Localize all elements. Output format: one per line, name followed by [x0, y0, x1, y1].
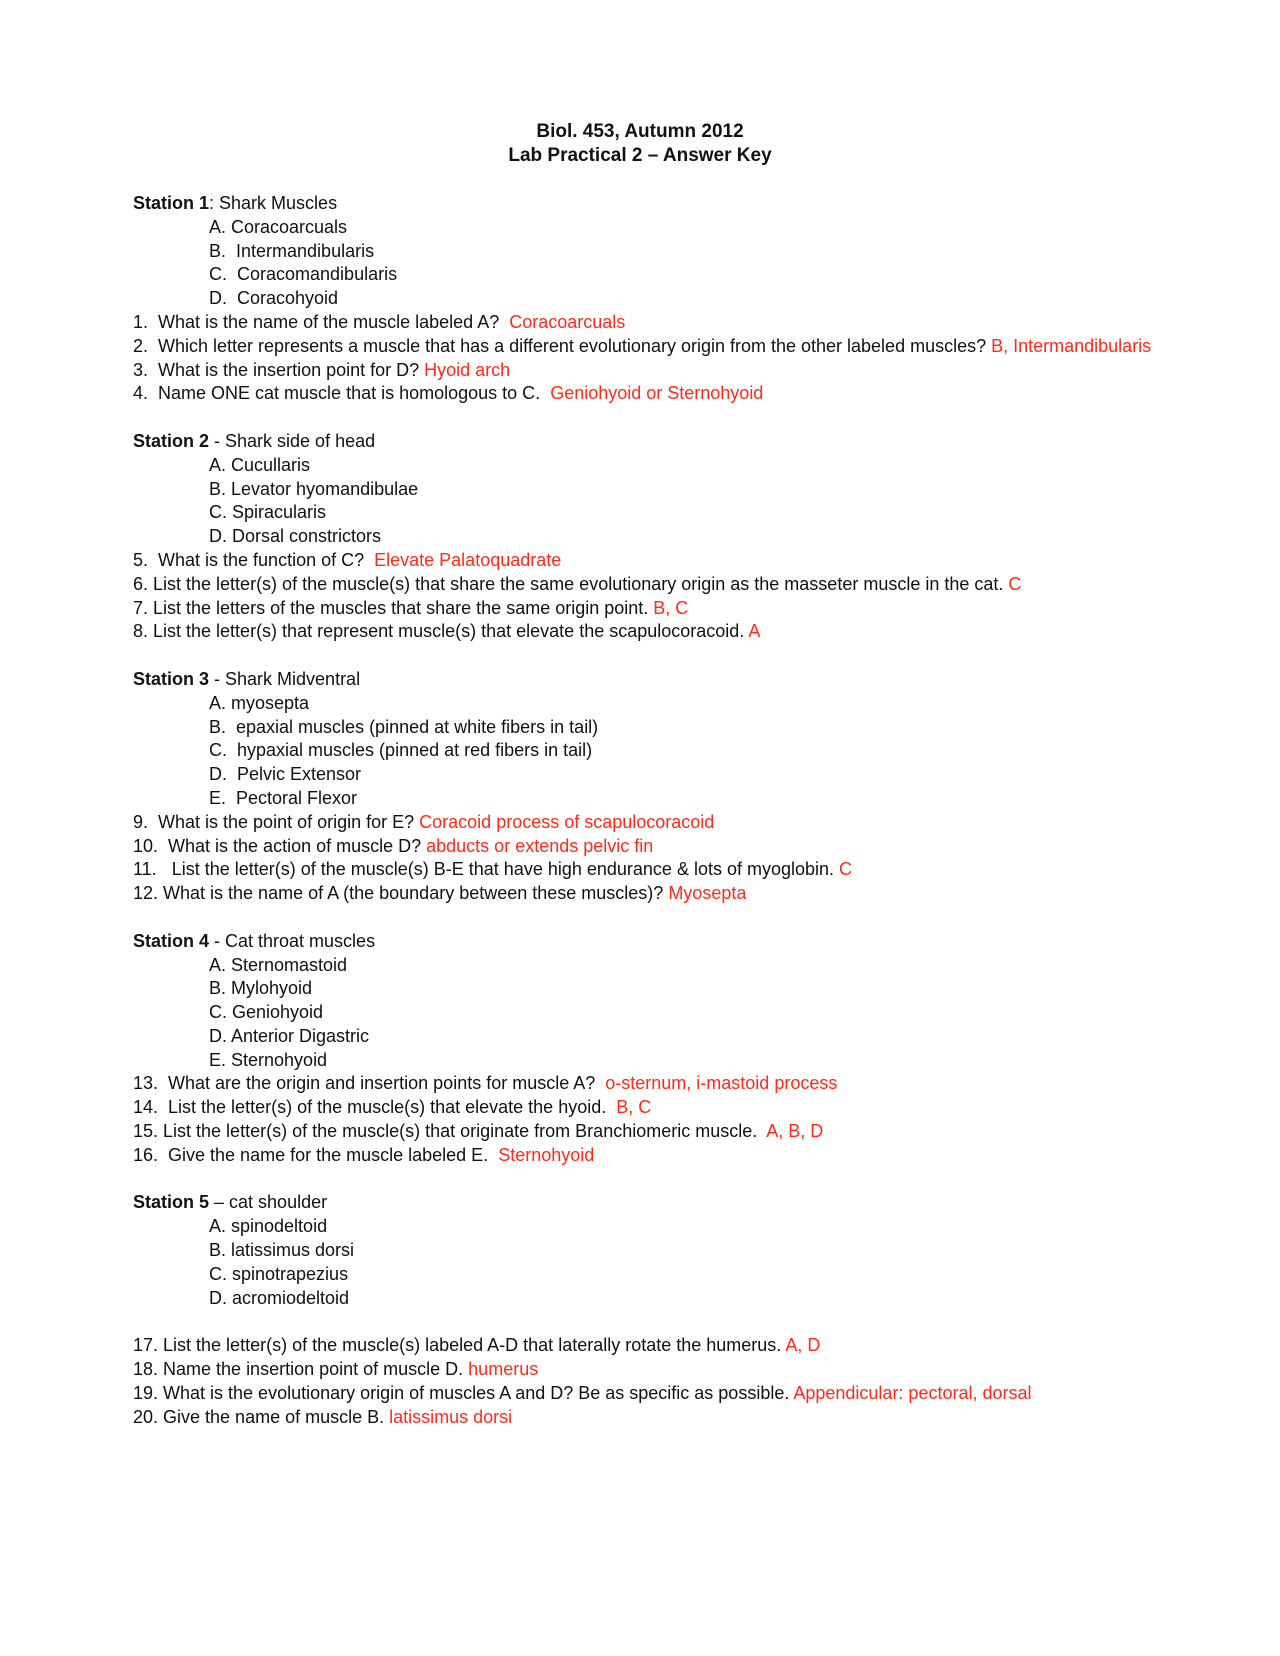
station-name: Cat throat muscles [225, 930, 376, 951]
question-text: 20. Give the name of muscle B. [133, 1406, 390, 1427]
question-text: 18. Name the insertion point of muscle D. [133, 1359, 469, 1380]
answer-text: latissimus dorsi [389, 1406, 513, 1427]
question-line [133, 1120, 1253, 1144]
station-heading [133, 430, 1253, 454]
answer-text: C [1008, 573, 1022, 594]
question-text: 10. What is the action of muscle D? [133, 835, 427, 856]
labeled-structure-item: C. spinotrapezius [209, 1263, 349, 1284]
question-line [133, 549, 1253, 573]
question-text: 13. What are the origin and insertion points for muscle A? [133, 1073, 606, 1094]
question-text: 12. What is the name of A (the boundary between these muscles)? [133, 883, 669, 904]
labeled-structure-item: C. Spiracularis [209, 502, 327, 523]
labeled-structure-item: D. Coracohyoid [209, 288, 339, 309]
question-text: 9. What is the point of origin for E? [133, 811, 420, 832]
question-line [133, 1144, 1253, 1168]
labeled-structure-item: C. Geniohyoid [209, 1002, 324, 1023]
answer-text: Coracoarcuals [509, 311, 626, 332]
labeled-structure-item: B. epaxial muscles (pinned at white fibers in tail) [209, 716, 599, 737]
labeled-structure-item: A. myosepta [209, 692, 310, 713]
question-line [133, 811, 1253, 835]
station-name: cat shoulder [229, 1192, 328, 1213]
station-section [133, 192, 1253, 406]
labeled-structure-item: B. Mylohyoid [209, 978, 313, 999]
answer-text: o-sternum, i-mastoid process [605, 1073, 838, 1094]
labeled-structure-item: D. acromiodeltoid [209, 1287, 350, 1308]
answer-text: C [839, 859, 853, 880]
station-heading [133, 192, 1253, 216]
question-line [133, 858, 1253, 882]
answer-text: humerus [468, 1359, 539, 1380]
labeled-structure-item: A. Coracoarcuals [209, 216, 348, 237]
labeled-structure-item: A. Cucullaris [209, 454, 311, 475]
document-header [0, 120, 1280, 168]
labeled-structure-item: D. Dorsal constrictors [209, 526, 382, 547]
station-heading [133, 930, 1253, 954]
question-text: 17. List the letter(s) of the muscle(s) labeled A-D that laterally rotate the humerus. [133, 1335, 786, 1356]
station-label: Station 1 [133, 193, 210, 213]
question-line [133, 1072, 1253, 1096]
station-name: Shark Midventral [225, 668, 361, 689]
labeled-structure-item: E. Sternohyoid [209, 1049, 328, 1070]
question-text: 2. Which letter represents a muscle that has a different evolutionary origin from the other labeled muscles? [133, 335, 992, 356]
labeled-structure-item: A. spinodeltoid [209, 1216, 328, 1237]
question-text: 1. What is the name of the muscle labeled A? [133, 311, 510, 332]
station-separator: - [209, 668, 226, 689]
question-text: 11. List the letter(s) of the muscle(s) B-E that have high endurance & lots of myoglobin. [133, 859, 840, 880]
station-label: Station 4 [133, 930, 210, 951]
question-line [133, 1382, 1253, 1406]
labeled-structure-item: B. latissimus dorsi [209, 1240, 355, 1261]
question-line [133, 835, 1253, 859]
station-label: Station 5 [133, 1192, 210, 1213]
answer-key-body [133, 192, 1253, 1429]
labeled-structure-item: D. Pelvic Extensor [209, 764, 362, 785]
question-line [133, 573, 1253, 597]
question-text: 3. What is the insertion point for D? [133, 359, 425, 380]
answer-text: Hyoid arch [424, 359, 511, 380]
answer-text: A, D [785, 1335, 821, 1356]
station-section [133, 1191, 1253, 1429]
question-line [133, 1334, 1253, 1358]
question-line [133, 335, 1253, 359]
answer-text: Myosepta [668, 883, 747, 904]
station-separator: - [209, 930, 226, 951]
station-separator: – [209, 1192, 230, 1213]
question-line [133, 1358, 1253, 1382]
blank-line [133, 1310, 1253, 1334]
station-label: Station 2 [133, 430, 210, 451]
question-line [133, 359, 1253, 383]
station-name: Shark Muscles [219, 193, 338, 213]
station-heading [133, 668, 1253, 692]
labeled-structure-item: E. Pectoral Flexor [209, 787, 358, 808]
station-label: Station 3 [133, 668, 210, 689]
station-section [133, 668, 1253, 906]
labeled-structure-item: B. Intermandibularis [209, 240, 375, 261]
document-subtitle: Lab Practical 2 – Answer Key [508, 145, 772, 166]
answer-text: Elevate Palatoquadrate [374, 549, 562, 570]
answer-text: A, B, D [766, 1121, 824, 1142]
question-line [133, 382, 1253, 406]
question-text: 4. Name ONE cat muscle that is homologous to C. [133, 383, 551, 404]
station-heading [133, 1191, 1253, 1215]
question-text: 15. List the letter(s) of the muscle(s) that originate from Branchiomeric muscle. [133, 1121, 767, 1142]
labeled-structure-item: D. Anterior Digastric [209, 1025, 370, 1046]
answer-text: B, C [616, 1097, 652, 1118]
answer-text: Appendicular: pectoral, dorsal [793, 1382, 1032, 1403]
labeled-structure-item: A. Sternomastoid [209, 954, 348, 975]
question-text: 7. List the letters of the muscles that share the same origin point. [133, 597, 654, 618]
question-line [133, 1406, 1253, 1430]
labeled-structure-item: B. Levator hyomandibulae [209, 478, 419, 499]
answer-text: abducts or extends pelvic fin [426, 835, 654, 856]
question-text: 6. List the letter(s) of the muscle(s) that share the same evolutionary origin as the masseter muscle in the cat. [133, 573, 1009, 594]
question-line [133, 1096, 1253, 1120]
question-line [133, 311, 1253, 335]
answer-text: A [748, 621, 761, 642]
question-text: 5. What is the function of C? [133, 549, 375, 570]
station-separator: - [209, 430, 226, 451]
question-line [133, 620, 1253, 644]
station-separator: : [209, 193, 220, 213]
answer-text: Coracoid process of scapulocoracoid [419, 811, 715, 832]
answer-text: Geniohyoid or Sternohyoid [550, 383, 764, 404]
station-section [133, 930, 1253, 1168]
question-text: 14. List the letter(s) of the muscle(s) that elevate the hyoid. [133, 1097, 617, 1118]
labeled-structure-item: C. hypaxial muscles (pinned at red fibers in tail) [209, 740, 593, 761]
document-title: Biol. 453, Autumn 2012 [536, 121, 744, 142]
answer-text: B, C [653, 597, 689, 618]
question-line [133, 597, 1253, 621]
question-text: 16. Give the name for the muscle labeled E. [133, 1144, 499, 1165]
station-name: Shark side of head [225, 430, 376, 451]
labeled-structure-item: C. Coracomandibularis [209, 264, 398, 285]
answer-text: B, Intermandibularis [991, 335, 1152, 356]
station-section [133, 430, 1253, 644]
question-text: 19. What is the evolutionary origin of muscles A and D? Be as specific as possible. [133, 1382, 794, 1403]
answer-text: Sternohyoid [498, 1144, 595, 1165]
question-text: 8. List the letter(s) that represent muscle(s) that elevate the scapulocoracoid. [133, 621, 749, 642]
question-line [133, 882, 1253, 906]
